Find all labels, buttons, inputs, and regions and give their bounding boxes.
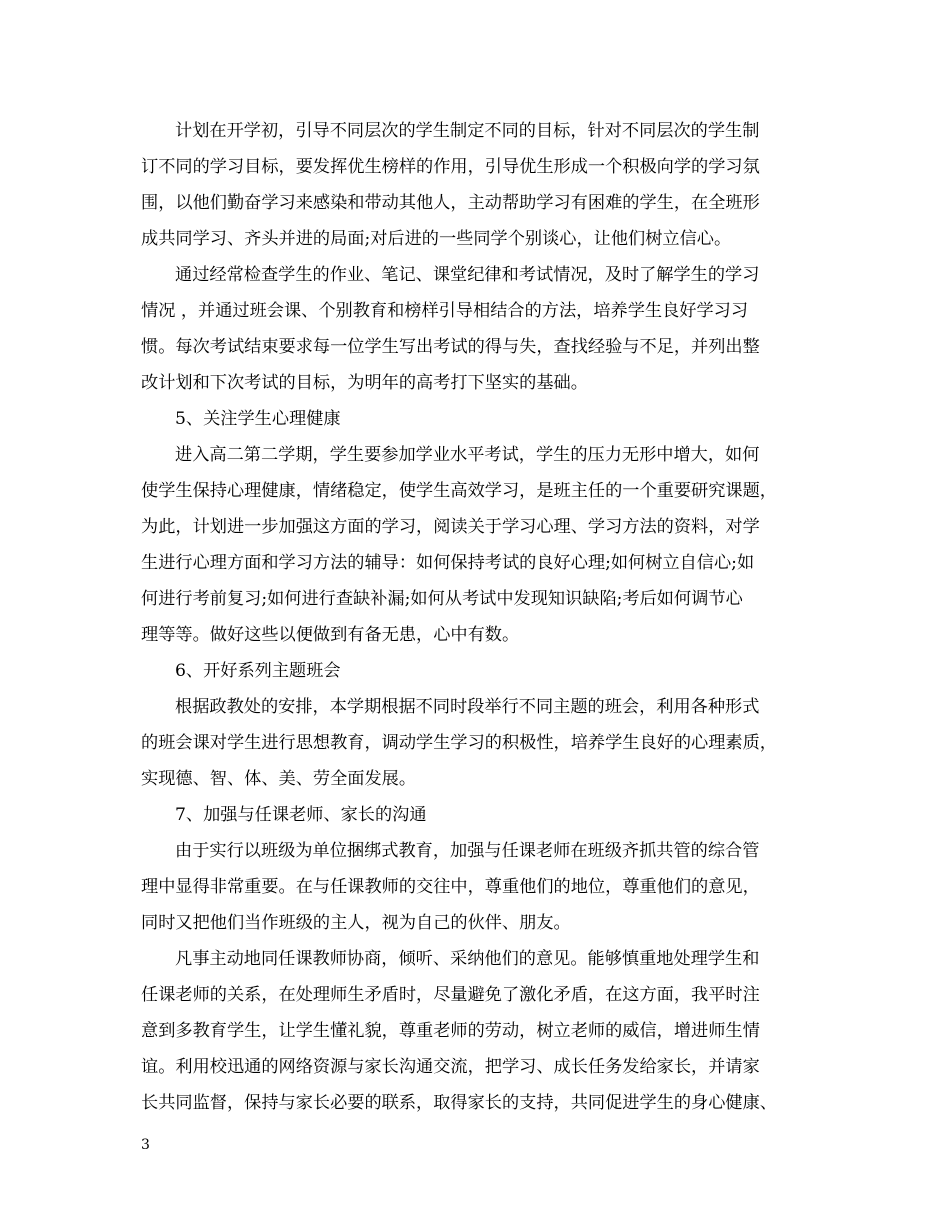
text-line: 理中显得非常重要。在与任课教师的交往中，尊重他们的地位，尊重他们的意见， (141, 877, 760, 897)
text-line: 同时又把他们当作班级的主人，视为自己的伙伴、朋友。 (141, 913, 571, 933)
text-line: 长共同监督，保持与家长必要的联系，取得家长的支持，共同促进学生的身心健康、 (141, 1093, 777, 1113)
document-body (141, 113, 821, 1121)
text-line: 为此，计划进一步加强这方面的学习，阅读关于学习心理、学习方法的资料，对学 (141, 517, 760, 537)
text-line: 围，以他们勤奋学习来感染和带动其他人，主动帮助学习有困难的学生，在全班形 (141, 193, 760, 213)
text-line: 通过经常检查学生的作业、笔记、课堂纪律和考试情况，及时了解学生的学习 (175, 265, 760, 285)
text-line: 进入高二第二学期，学生要参加学业水平考试，学生的压力无形中增大，如何 (175, 445, 760, 465)
text-line: 成共同学习、齐头并进的局面;对后进的一些同学个别谈心，让他们树立信心。 (141, 229, 732, 249)
text-line: 情况 ，并通过班会课、个别教育和榜样引导相结合的方法，培养学生良好学习习 (141, 301, 749, 321)
text-line: 改计划和下次考试的目标，为明年的高考打下坚实的基础。 (141, 373, 588, 393)
text-line: 惯。每次考试结束要求每一位学生写出考试的得与失，查找经验与不足，并列出整 (141, 337, 760, 357)
text-line: 的班会课对学生进行思想教育，调动学生学习的积极性，培养学生良好的心理素质， (141, 733, 777, 753)
text-line: 订不同的学习目标，要发挥优生榜样的作用，引导优生形成一个积极向学的学习氛 (141, 157, 760, 177)
text-line: 理等等。做好这些以便做到有备无患，心中有数。 (141, 625, 520, 645)
text-line: 何进行考前复习;如何进行查缺补漏;如何从考试中发现知识缺陷;考后如何调节心 (141, 589, 743, 609)
section-heading: 5、关注学生心理健康 (175, 409, 341, 429)
section-heading: 7、加强与任课老师、家长的沟通 (175, 805, 427, 825)
text-line: 任课老师的关系，在处理师生矛盾时，尽量避免了激化矛盾，在这方面，我平时注 (141, 985, 760, 1005)
text-line: 谊。利用校迅通的网络资源与家长沟通交流，把学习、成长任务发给家长，并请家 (141, 1057, 760, 1077)
text-line: 实现德、智、体、美、劳全面发展。 (141, 769, 417, 789)
page-number: 3 (141, 1137, 150, 1153)
text-line: 使学生保持心理健康，情绪稳定，使学生高效学习，是班主任的一个重要研究课题， (141, 481, 777, 501)
text-line: 生进行心理方面和学习方法的辅导：如何保持考试的良好心理;如何树立自信心;如 (141, 553, 755, 573)
text-line: 计划在开学初，引导不同层次的学生制定不同的目标，针对不同层次的学生制 (175, 121, 760, 141)
text-line: 由于实行以班级为单位捆绑式教育，加强与任课老师在班级齐抓共管的综合管 (175, 841, 760, 861)
text-line: 意到多教育学生，让学生懂礼貌，尊重老师的劳动，树立老师的威信，增进师生情 (141, 1021, 760, 1041)
section-heading: 6、开好系列主题班会 (175, 661, 341, 681)
text-line: 根据政教处的安排，本学期根据不同时段举行不同主题的班会，利用各种形式 (175, 697, 760, 717)
text-line: 凡事主动地同任课教师协商，倾听、采纳他们的意见。能够慎重地处理学生和 (175, 949, 760, 969)
